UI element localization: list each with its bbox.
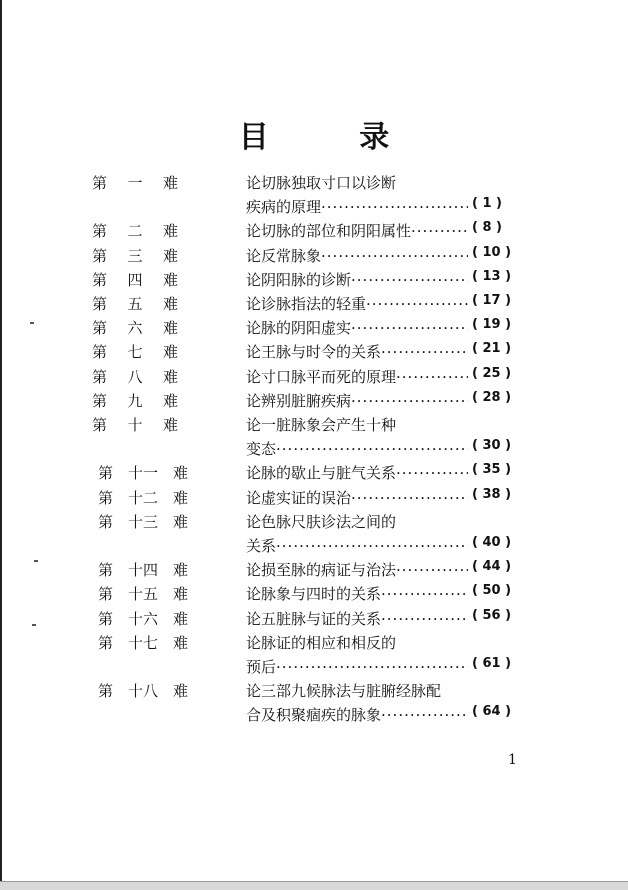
toc-line xyxy=(0,196,628,220)
toc-entry-text: 论脉的阴阳虚实 xyxy=(246,319,352,338)
chapter-number-part: 难 xyxy=(172,488,188,507)
toc-entry-text: 变态 xyxy=(246,440,277,459)
chapter-number-part: 第 xyxy=(98,488,114,507)
toc-line xyxy=(0,559,628,583)
leader-dots xyxy=(351,392,468,410)
leader-dots xyxy=(381,585,468,603)
toc-line xyxy=(0,220,628,244)
leader-dots xyxy=(321,198,468,216)
toc-page-ref[interactable] xyxy=(472,608,530,623)
toc-entry-title[interactable] xyxy=(246,680,441,701)
chapter-number-part: 十八 xyxy=(127,682,158,701)
leader-dots xyxy=(381,343,468,361)
toc-line xyxy=(0,390,628,414)
paren-open: ( xyxy=(472,341,483,357)
toc-page-ref[interactable] xyxy=(472,583,530,598)
toc-line xyxy=(0,172,628,196)
toc-page-ref[interactable] xyxy=(472,559,530,574)
paren-close: ) xyxy=(500,438,512,454)
chapter-number-part: 第 xyxy=(92,246,108,265)
page-ref-number: 21 xyxy=(482,341,501,357)
page-ref-number: 28 xyxy=(482,389,501,405)
chapter-number-part: 九 xyxy=(127,391,143,410)
paren-open: ( xyxy=(472,293,483,308)
leader-dots xyxy=(396,464,468,482)
toc-page-ref[interactable] xyxy=(472,196,530,211)
toc-entry-title[interactable] xyxy=(246,414,396,435)
leader-dots xyxy=(351,271,468,289)
toc-entry-title[interactable] xyxy=(246,317,468,338)
folio-page-number: 1 xyxy=(508,752,517,768)
toc-entry-text: 论三部九候脉法与脏腑经脉配 xyxy=(246,682,442,701)
chapter-number-part: 难 xyxy=(162,270,178,289)
chapter-number-part: 难 xyxy=(172,464,188,483)
toc-entry-text: 论脉证的相应和相反的 xyxy=(246,633,397,652)
chapter-number-part: 第 xyxy=(92,343,108,362)
leader-dots xyxy=(381,706,468,724)
toc-entry-title[interactable] xyxy=(246,196,468,217)
leader-dots xyxy=(276,658,468,676)
chapter-number-part: 四 xyxy=(127,270,143,289)
chapter-number xyxy=(92,269,178,293)
paren-open: ( xyxy=(472,656,483,671)
toc-entry-text: 论切脉独取寸口以诊断 xyxy=(246,174,397,192)
paren-close: ) xyxy=(500,389,512,405)
paren-open: ( xyxy=(472,438,483,454)
paren-close: ) xyxy=(500,293,512,308)
toc-line xyxy=(0,269,628,293)
toc-entry-text: 论一脏脉象会产生十种 xyxy=(246,416,397,434)
chapter-number xyxy=(98,680,188,704)
toc-entry-text: 论阴阳脉的诊断 xyxy=(246,270,352,289)
page-ref-number: 40 xyxy=(482,535,501,550)
chapter-number-part: 二 xyxy=(127,222,143,241)
toc-entry-title[interactable] xyxy=(246,438,468,459)
toc-line xyxy=(0,317,628,341)
paren-close: ) xyxy=(491,220,502,236)
chapter-number-part: 第 xyxy=(92,295,108,313)
chapter-number-part: 难 xyxy=(172,633,188,652)
chapter-number xyxy=(92,220,178,244)
toc-page-ref[interactable] xyxy=(472,390,530,405)
toc-line xyxy=(0,511,628,535)
chapter-number-part: 第 xyxy=(92,174,108,192)
toc-entry-text: 论寸口脉平而死的原理 xyxy=(246,367,397,386)
toc-entry-text: 论诊脉指法的轻重 xyxy=(246,295,367,313)
page-ref-number: 1 xyxy=(482,196,492,212)
paren-close: ) xyxy=(500,365,512,381)
toc-entry-title[interactable] xyxy=(246,293,468,314)
chapter-number xyxy=(92,293,178,317)
chapter-number-part: 难 xyxy=(162,343,178,362)
paren-close: ) xyxy=(500,656,512,671)
chapter-number-part: 难 xyxy=(172,512,188,531)
toc-line xyxy=(0,704,628,728)
leader-dots xyxy=(351,319,468,337)
page-title: 目 录 xyxy=(238,120,430,155)
chapter-number-part: 难 xyxy=(162,391,178,410)
chapter-number-part: 难 xyxy=(162,416,178,434)
toc-entry-title[interactable] xyxy=(246,608,468,629)
chapter-number xyxy=(92,341,178,365)
scan-speck xyxy=(32,624,36,626)
page-ref-number: 56 xyxy=(482,607,501,623)
page-ref-number: 25 xyxy=(482,365,501,381)
paren-open: ( xyxy=(472,389,483,405)
toc-page-ref[interactable] xyxy=(472,366,530,381)
paren-open: ( xyxy=(472,704,483,720)
chapter-number-part: 十二 xyxy=(127,488,158,507)
toc-line xyxy=(0,438,628,462)
toc-page-ref[interactable] xyxy=(472,656,530,671)
toc-line xyxy=(0,656,628,680)
chapter-number-part: 十七 xyxy=(127,633,158,652)
paren-open: ( xyxy=(472,535,483,550)
chapter-number xyxy=(92,245,178,269)
toc-page-ref[interactable] xyxy=(472,317,530,332)
toc-line xyxy=(0,680,628,704)
leader-dots xyxy=(351,489,468,507)
chapter-number-part: 第 xyxy=(98,585,114,604)
toc-entry-text: 论色脉尺肤诊法之间的 xyxy=(246,512,397,531)
paren-open: ( xyxy=(472,607,483,623)
paren-close: ) xyxy=(500,268,512,284)
chapter-number xyxy=(98,462,188,486)
paren-close: ) xyxy=(500,462,512,478)
toc-entry-title[interactable] xyxy=(246,220,468,241)
page-ref-number: 61 xyxy=(482,656,501,671)
toc-entry-text: 合及积聚痼疾的脉象 xyxy=(246,706,382,725)
chapter-number-part: 难 xyxy=(162,295,178,313)
scan-speck xyxy=(30,322,34,324)
chapter-number-part: 十一 xyxy=(127,464,158,483)
chapter-number xyxy=(98,608,188,632)
toc-entry-text: 论脉的歇止与脏气关系 xyxy=(246,464,397,483)
chapter-number-part: 第 xyxy=(98,464,114,483)
chapter-number-part: 第 xyxy=(92,319,108,338)
page-ref-number: 17 xyxy=(482,293,501,308)
paren-close: ) xyxy=(500,559,512,575)
paren-close: ) xyxy=(500,317,512,333)
chapter-number-part: 十四 xyxy=(127,561,158,580)
toc-line xyxy=(0,583,628,607)
paren-open: ( xyxy=(472,583,483,599)
chapter-number-part: 第 xyxy=(92,416,108,434)
page-ref-number: 35 xyxy=(482,462,501,478)
chapter-number-part: 五 xyxy=(127,295,143,313)
page-ref-number: 44 xyxy=(482,559,501,575)
paren-close: ) xyxy=(500,583,512,599)
toc-entry-text: 疾病的原理 xyxy=(246,198,322,217)
page-ref-number: 64 xyxy=(482,704,501,720)
chapter-number xyxy=(92,172,178,196)
chapter-number xyxy=(92,366,178,390)
chapter-number-part: 三 xyxy=(127,246,143,265)
toc-page-ref[interactable] xyxy=(472,341,530,356)
toc-line xyxy=(0,366,628,390)
paren-close: ) xyxy=(500,535,512,550)
toc-line xyxy=(0,535,628,559)
paren-close: ) xyxy=(500,244,512,260)
chapter-number-part: 第 xyxy=(92,270,108,289)
chapter-number-part: 十三 xyxy=(127,512,158,531)
toc-entry-title[interactable] xyxy=(246,583,468,604)
chapter-number xyxy=(98,511,188,535)
chapter-number-part: 难 xyxy=(172,585,188,604)
toc-page-ref[interactable] xyxy=(472,269,530,284)
paren-open: ( xyxy=(472,268,483,284)
toc-entry-title[interactable] xyxy=(246,632,396,653)
page-bottom-edge xyxy=(0,881,628,890)
chapter-number xyxy=(92,317,178,341)
chapter-number-part: 难 xyxy=(162,222,178,241)
chapter-number xyxy=(92,414,178,438)
toc-entry-text: 论脉象与四时的关系 xyxy=(246,585,382,604)
chapter-number xyxy=(92,390,178,414)
toc-entry-title[interactable] xyxy=(246,656,468,677)
paren-close: ) xyxy=(500,704,512,720)
toc-entry-text: 论王脉与时令的关系 xyxy=(246,343,382,362)
chapter-number-part: 七 xyxy=(127,343,143,362)
chapter-number-part: 第 xyxy=(92,391,108,410)
toc-entry-text: 论虚实证的误治 xyxy=(246,488,352,507)
toc-entry-title[interactable] xyxy=(246,390,468,411)
toc-entry-title[interactable] xyxy=(246,559,468,580)
toc-line xyxy=(0,632,628,656)
chapter-number-part: 难 xyxy=(162,367,178,386)
toc-entry-text: 预后 xyxy=(246,658,277,676)
paren-open: ( xyxy=(472,486,483,502)
toc-entry-title[interactable] xyxy=(246,511,396,532)
paren-close: ) xyxy=(500,341,512,357)
toc-entry-title[interactable] xyxy=(246,704,468,725)
toc-line xyxy=(0,462,628,486)
chapter-number-part: 第 xyxy=(98,561,114,580)
toc-page-ref[interactable] xyxy=(472,487,530,502)
leader-dots xyxy=(276,537,468,555)
chapter-number xyxy=(98,487,188,511)
toc-entry-title[interactable] xyxy=(246,269,468,290)
chapter-number-part: 第 xyxy=(92,367,108,386)
chapter-number-part: 十六 xyxy=(127,609,158,628)
toc-page-ref[interactable] xyxy=(472,245,530,260)
leader-dots xyxy=(321,247,468,265)
leader-dots xyxy=(396,561,468,579)
toc-line xyxy=(0,487,628,511)
toc-entry-title[interactable] xyxy=(246,245,468,266)
toc-page-ref[interactable] xyxy=(472,438,530,453)
page-ref-number: 30 xyxy=(482,438,501,454)
toc-page-ref[interactable] xyxy=(472,462,530,477)
chapter-number-part: 一 xyxy=(127,174,143,192)
page-ref-number: 10 xyxy=(482,244,501,260)
page-ref-number: 38 xyxy=(482,486,501,502)
toc-entry-title[interactable] xyxy=(246,462,468,483)
paren-open: ( xyxy=(472,559,483,575)
toc-entry-text: 论切脉的部位和阴阳属性 xyxy=(246,222,412,241)
chapter-number-part: 第 xyxy=(98,609,114,628)
toc-line xyxy=(0,293,628,317)
toc-entry-text: 论损至脉的病证与治法 xyxy=(246,561,397,580)
leader-dots xyxy=(276,440,468,458)
paren-close: ) xyxy=(500,607,512,623)
chapter-number-part: 十 xyxy=(127,416,143,434)
leader-dots xyxy=(396,368,468,386)
paren-open: ( xyxy=(472,220,483,236)
paren-open: ( xyxy=(472,365,483,381)
toc-page-ref[interactable] xyxy=(472,293,530,308)
toc-entry-title[interactable] xyxy=(246,535,468,556)
toc-entry-text: 关系 xyxy=(246,537,277,555)
toc-line xyxy=(0,245,628,269)
toc-entry-title[interactable] xyxy=(246,487,468,508)
chapter-number-part: 难 xyxy=(172,561,188,580)
toc-entry-title[interactable] xyxy=(246,172,396,193)
chapter-number-part: 难 xyxy=(172,609,188,628)
chapter-number xyxy=(98,632,188,656)
page-ref-number: 8 xyxy=(482,220,492,236)
toc-page-ref[interactable] xyxy=(472,704,530,719)
toc-page-ref[interactable] xyxy=(472,535,530,550)
paren-open: ( xyxy=(472,317,483,333)
chapter-number-part: 难 xyxy=(162,174,178,192)
page-ref-number: 13 xyxy=(482,268,501,284)
paren-close: ) xyxy=(500,486,512,502)
paren-open: ( xyxy=(472,462,483,478)
chapter-number-part: 难 xyxy=(162,246,178,265)
toc-entry-title[interactable] xyxy=(246,341,468,362)
chapter-number-part: 第 xyxy=(98,512,114,531)
leader-dots xyxy=(381,610,468,628)
paren-open: ( xyxy=(472,244,483,260)
chapter-number-part: 第 xyxy=(92,222,108,241)
paren-open: ( xyxy=(472,196,483,212)
toc-line xyxy=(0,414,628,438)
page-ref-number: 50 xyxy=(482,583,501,599)
chapter-number xyxy=(98,559,188,583)
toc-entry-text: 论辨别脏腑疾病 xyxy=(246,391,352,410)
chapter-number-part: 八 xyxy=(127,367,143,386)
toc-line xyxy=(0,608,628,632)
page-ref-number: 19 xyxy=(482,317,501,333)
leader-dots xyxy=(411,222,468,240)
toc-entry-text: 论反常脉象 xyxy=(246,246,322,265)
chapter-number-part: 十五 xyxy=(127,585,158,604)
toc-entry-text: 论五脏脉与证的关系 xyxy=(246,609,382,628)
leader-dots xyxy=(366,295,468,313)
chapter-number xyxy=(98,583,188,607)
chapter-number-part: 难 xyxy=(162,319,178,338)
chapter-number-part: 第 xyxy=(98,633,114,652)
chapter-number-part: 六 xyxy=(127,319,143,338)
chapter-number-part: 难 xyxy=(172,682,188,701)
paren-close: ) xyxy=(491,196,502,212)
scan-speck xyxy=(34,560,38,562)
toc-line xyxy=(0,341,628,365)
chapter-number-part: 第 xyxy=(98,682,114,701)
toc-entry-title[interactable] xyxy=(246,366,468,387)
toc-page-ref[interactable] xyxy=(472,220,530,235)
